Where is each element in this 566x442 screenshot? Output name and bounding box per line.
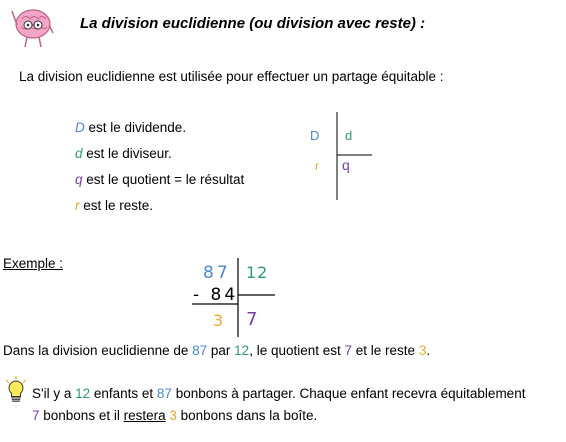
tip-text-part: enfants et — [90, 386, 157, 401]
tip-line-2 — [32, 405, 525, 427]
schema-dividend: D — [310, 128, 320, 143]
sentence-text: Dans la division euclidienne de — [3, 343, 193, 358]
sentence-remainder: 3 — [418, 343, 427, 358]
definition-text: est le quotient = le résultat — [82, 172, 245, 187]
sentence-text: . — [426, 343, 431, 358]
example-sentence — [3, 343, 430, 358]
definition-remainder — [75, 196, 244, 222]
definitions-list — [75, 118, 244, 222]
example-label: Exemple : — [3, 256, 64, 271]
lightbulb-icon — [4, 376, 28, 404]
definition-text: est le reste. — [79, 198, 154, 213]
example-divisor: 12 — [246, 263, 269, 282]
tip-candies: 87 — [156, 386, 172, 401]
tip-each: 7 — [32, 408, 40, 423]
sentence-text: et le reste — [352, 343, 419, 358]
definition-dividend — [75, 118, 244, 144]
definition-divisor — [75, 144, 244, 170]
schema-quotient: q — [342, 157, 350, 173]
page-title: La division euclidienne (ou division avec reste) : — [80, 15, 426, 32]
example-subtracted: - 84 — [193, 285, 239, 305]
division-schema-lines — [300, 110, 380, 205]
tip-text-part: bonbons et il — [39, 408, 124, 423]
sentence-text: par — [207, 343, 235, 358]
schema-remainder: r — [315, 159, 319, 173]
tip-text-part: bonbons à partager. Chaque enfant recevra équitablement — [171, 386, 526, 401]
var-q: q — [75, 172, 83, 187]
definition-text: est le diviseur. — [82, 146, 172, 161]
var-r: r — [75, 198, 80, 213]
tip-text-part: S'il y a — [32, 386, 76, 401]
sentence-text: , le quotient est — [249, 343, 345, 358]
example-quotient: 7 — [246, 309, 261, 330]
schema-divisor: d — [345, 128, 353, 143]
sentence-divisor: 12 — [234, 343, 250, 358]
brain-mascot-icon — [10, 5, 56, 49]
tip-line-1 — [32, 383, 525, 405]
definition-quotient — [75, 170, 244, 196]
var-d: d — [75, 146, 83, 161]
var-D: D — [75, 120, 85, 135]
definition-text: est le dividende. — [84, 120, 187, 135]
example-remainder: 3 — [213, 311, 227, 330]
tip-restera: restera — [123, 408, 166, 423]
tip-text-part: bonbons dans la boîte. — [176, 408, 318, 423]
tip-text — [32, 383, 525, 427]
example-dividend: 87 — [203, 263, 231, 283]
intro-text: La division euclidienne est utilisée pour effectuer un partage équitable : — [19, 69, 444, 84]
tip-left: 3 — [169, 408, 177, 423]
tip-children: 12 — [75, 386, 91, 401]
sentence-quotient: 7 — [344, 343, 353, 358]
sentence-dividend: 87 — [192, 343, 208, 358]
